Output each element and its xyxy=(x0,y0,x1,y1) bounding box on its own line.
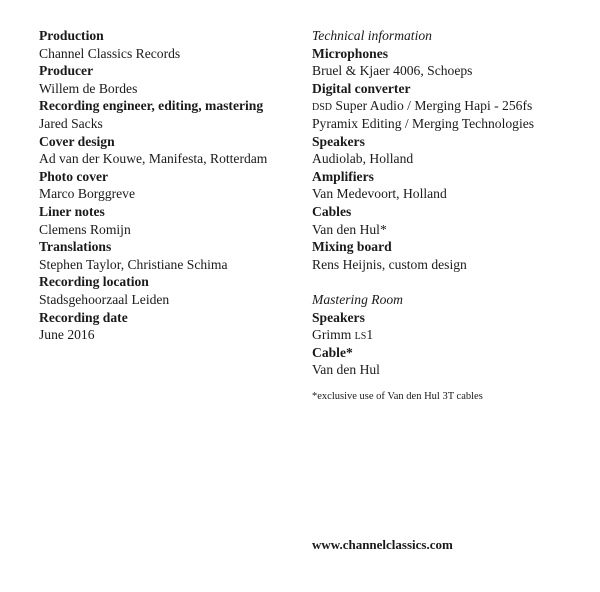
production-value: Channel Classics Records xyxy=(39,45,181,61)
digital-converter-value-1 xyxy=(312,97,592,115)
mastering-speakers-value xyxy=(312,326,592,344)
credits-column xyxy=(39,27,301,344)
amplifiers-heading: Amplifiers xyxy=(312,168,374,184)
speakers-value: Audiolab, Holland xyxy=(312,151,414,167)
website-link[interactable]: www.channelclassics.com xyxy=(312,537,453,552)
engineer-value: Jared Sacks xyxy=(39,115,103,131)
recording-location-heading: Recording location xyxy=(39,274,149,290)
digital-converter-value-2: Pyramix Editing / Merging Technologies xyxy=(312,115,535,131)
technical-info-title: Technical information xyxy=(312,28,432,43)
photo-cover-value: Marco Borggreve xyxy=(39,186,136,202)
mastering-cable-heading: Cable* xyxy=(312,344,353,360)
microphones-value: Bruel & Kjaer 4006, Schoeps xyxy=(312,63,473,79)
mastering-speakers-heading: Speakers xyxy=(312,309,365,325)
microphones-heading: Microphones xyxy=(312,45,389,61)
photo-cover-heading: Photo cover xyxy=(39,168,109,184)
liner-notes-value: Clemens Romijn xyxy=(39,221,131,237)
amplifiers-value: Van Medevoort, Holland xyxy=(312,186,447,202)
technical-column xyxy=(312,27,592,404)
engineer-heading: Recording engineer, editing, mastering xyxy=(39,98,264,114)
digital-converter-heading: Digital converter xyxy=(312,80,411,96)
translations-heading: Translations xyxy=(39,239,112,255)
recording-date-value: June 2016 xyxy=(39,327,95,343)
cables-heading: Cables xyxy=(312,203,352,219)
mixing-board-heading: Mixing board xyxy=(312,239,392,255)
producer-heading: Producer xyxy=(39,63,94,79)
recording-date-heading: Recording date xyxy=(39,309,128,325)
ls1-model: ls1 xyxy=(351,327,374,343)
dsd-label: dsd xyxy=(312,98,333,114)
mixing-board-value: Rens Heijnis, custom design xyxy=(312,256,467,272)
cables-value: Van den Hul* xyxy=(312,221,387,237)
production-heading: Production xyxy=(39,28,104,43)
grimm-brand: Grimm xyxy=(312,327,352,343)
liner-notes-heading: Liner notes xyxy=(39,203,105,219)
converter-text: Super Audio / Merging Hapi - 256fs xyxy=(332,98,533,114)
producer-value: Willem de Bordes xyxy=(39,80,138,96)
cover-design-heading: Cover design xyxy=(39,133,115,149)
cover-design-value: Ad van der Kouwe, Manifesta, Rotterdam xyxy=(39,151,268,167)
section-gap xyxy=(312,273,592,291)
mastering-cable-value: Van den Hul xyxy=(312,362,380,378)
translations-value: Stephen Taylor, Christiane Schima xyxy=(39,256,228,272)
mastering-room-title: Mastering Room xyxy=(312,291,403,307)
speakers-heading: Speakers xyxy=(312,133,365,149)
recording-location-value: Stadsgehoorzaal Leiden xyxy=(39,291,170,307)
cables-footnote: *exclusive use of Van den Hul 3T cables xyxy=(312,390,483,402)
